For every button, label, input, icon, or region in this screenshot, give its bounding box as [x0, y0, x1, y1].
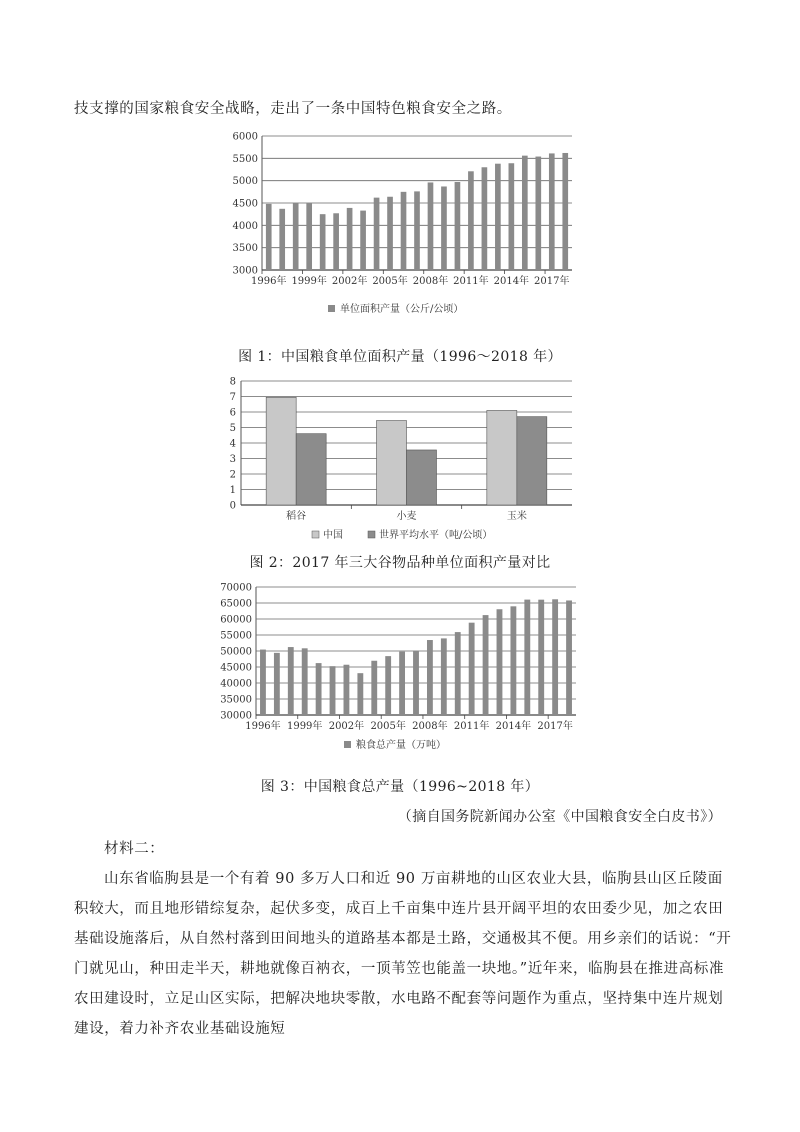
- fig3-bar: [483, 615, 489, 715]
- fig1-x-tick: 2002年: [331, 276, 368, 287]
- fig2-x-tick: 稻谷: [286, 511, 307, 522]
- fig2-y-tick: 3: [229, 454, 236, 465]
- fig1-legend-label: 单位面积产量（公斤/公顷）: [340, 304, 464, 315]
- fig2-y-tick: 4: [229, 438, 236, 450]
- fig1-bar: [360, 211, 366, 270]
- fig2-y-tick: 2: [229, 469, 236, 481]
- fig1-bar: [347, 208, 353, 270]
- fig3-bar: [260, 650, 266, 715]
- fig1-bar: [306, 203, 312, 270]
- fig3-bar: [302, 648, 308, 715]
- fig2-y-tick: 5: [229, 423, 236, 434]
- fig3-bar: [427, 640, 433, 715]
- fig1-y-tick: 5000: [232, 176, 258, 188]
- fig3-y-tick: 40000: [220, 678, 252, 690]
- fig3-x-tick: 1999年: [286, 721, 323, 732]
- fig3-bar: [288, 647, 294, 715]
- fig3-bar: [385, 656, 391, 715]
- fig1-y-tick: 3500: [232, 243, 258, 255]
- fig1-x-tick: 2008年: [412, 276, 449, 287]
- fig2-bar: [407, 450, 437, 505]
- material-body: 山东省临朐县是一个有着 90 多万人口和近 90 万亩耕地的山区农业大县，临朐县山区丘陵面积较大，而且地形错综复杂，起伏多变，成百上千亩集中连片县开阔平坦的农田委少见，加之农田基础设施落后，从自然村落到田间地头的道路基本都是土路，交通极其不便。用乡亲们的话说：“开门就见山，种田走半天，耕地就像百衲衣，一顶苇笠也能盖一块地。”近年来，临朐县在推进高标准农田建设时，立足山区实际，把解决地块零散，水电路不配套等问题作为重点，坚持集中连片规划建设，着力补齐农业基础设施短: [74, 871, 732, 1037]
- fig3-y-tick: 35000: [220, 694, 252, 706]
- fig1-bar: [549, 153, 555, 270]
- fig2-y-tick: 8: [229, 376, 236, 388]
- fig3-bar: [316, 663, 322, 715]
- fig3-bar: [371, 661, 377, 715]
- intro-line: 技支撑的国家粮食安全战略，走出了一条中国特色粮食安全之路。: [74, 101, 512, 117]
- fig1-bar: [468, 171, 474, 270]
- fig3-bar: [344, 665, 350, 715]
- fig3-y-tick: 60000: [220, 614, 252, 626]
- fig1-x-tick: 2005年: [372, 276, 408, 287]
- fig2-legend-label: 中国: [323, 530, 343, 541]
- fig2-y-tick: 7: [229, 392, 236, 403]
- fig3-x-tick: 2014年: [495, 721, 532, 732]
- fig3-x-tick: 2002年: [328, 721, 365, 732]
- fig1-bar: [401, 192, 407, 270]
- fig3-legend-swatch: [344, 741, 351, 748]
- fig3-bar: [274, 653, 280, 715]
- fig1-bar: [293, 203, 299, 270]
- fig2-bar: [296, 434, 326, 505]
- fig1-bar: [414, 191, 420, 270]
- fig3-y-tick: 65000: [220, 598, 252, 610]
- fig3-bar: [399, 652, 405, 715]
- fig1-y-tick: 6000: [232, 131, 258, 143]
- fig3-bar: [524, 600, 530, 715]
- fig3-bar: [330, 666, 336, 715]
- figure1-caption: 图 1：中国粮食单位面积产量（1996～2018 年）: [238, 349, 562, 365]
- fig3-bar: [552, 599, 558, 715]
- fig1-bar: [428, 182, 434, 270]
- fig3-y-tick: 50000: [220, 646, 252, 658]
- fig1-bar: [562, 153, 568, 270]
- fig3-y-tick: 30000: [220, 710, 252, 722]
- material-title-text: 材料二：: [104, 841, 165, 857]
- fig3-bar: [357, 673, 363, 715]
- fig1-x-tick: 2011年: [453, 276, 489, 287]
- fig1-bar: [387, 197, 393, 270]
- fig1-bar: [279, 209, 285, 270]
- fig1-x-tick: 2017年: [534, 276, 570, 287]
- fig2-x-tick: 小麦: [396, 511, 417, 522]
- fig3-bar: [469, 623, 475, 715]
- fig2-bar: [487, 410, 517, 505]
- fig1-bar: [374, 198, 380, 270]
- fig3-y-tick: 45000: [220, 662, 252, 674]
- fig1-bar: [495, 164, 501, 270]
- fig2-legend-label: 世界平均水平（吨/公顷）: [379, 530, 493, 541]
- fig2-y-tick: 0: [229, 500, 236, 512]
- figure2-caption: 图 2：2017 年三大谷物品种单位面积产量对比: [249, 555, 551, 571]
- figure3-caption: 图 3：中国粮食总产量（1996~2018 年）: [260, 779, 540, 795]
- fig1-bar: [333, 213, 339, 270]
- fig1-x-tick: 1996年: [251, 276, 287, 287]
- fig1-legend-swatch: [328, 305, 335, 312]
- fig2-bar: [517, 417, 547, 505]
- fig3-bar: [538, 600, 544, 715]
- fig1-bar: [266, 204, 272, 270]
- fig3-y-tick: 70000: [220, 582, 252, 594]
- fig1-bar: [455, 182, 461, 270]
- fig1-bar: [522, 156, 528, 270]
- fig2-legend-swatch: [312, 531, 319, 538]
- fig1-x-tick: 2014年: [493, 276, 530, 287]
- material-title: [74, 834, 734, 864]
- fig3-bar: [510, 606, 516, 715]
- fig1-bar: [320, 214, 326, 270]
- fig1-y-tick: 4000: [232, 220, 258, 232]
- fig1-bar: [535, 157, 541, 270]
- fig3-x-tick: 2017年: [537, 721, 573, 732]
- fig1-bar: [441, 186, 447, 270]
- fig1-x-tick: 1999年: [291, 276, 327, 287]
- fig3-x-tick: 2008年: [412, 721, 448, 732]
- fig1-y-tick: 3000: [232, 265, 258, 277]
- fig2-y-tick: 6: [229, 407, 236, 419]
- fig3-bar: [441, 638, 447, 715]
- fig3-legend-label: 粮食总产量（万吨）: [356, 740, 446, 751]
- source-citation: （摘自国务院新闻办公室《中国粮食安全白皮书》）: [397, 809, 722, 825]
- fig1-y-tick: 5500: [232, 153, 258, 165]
- fig2-bar: [377, 421, 407, 505]
- fig2-bar: [266, 397, 296, 505]
- fig3-x-tick: 2005年: [370, 721, 406, 732]
- fig3-bar: [566, 600, 572, 715]
- fig3-bar: [413, 650, 419, 715]
- fig3-bar: [497, 609, 503, 715]
- fig3-y-tick: 55000: [220, 630, 252, 642]
- fig2-legend-swatch: [368, 531, 375, 538]
- fig2-y-tick: 1: [229, 485, 236, 496]
- fig3-bar: [455, 632, 461, 715]
- fig1-bar: [509, 163, 515, 270]
- fig3-x-tick: 1996年: [245, 721, 281, 732]
- fig1-y-tick: 4500: [232, 198, 258, 210]
- fig2-x-tick: 玉米: [506, 511, 527, 522]
- fig1-bar: [482, 167, 488, 270]
- fig3-x-tick: 2011年: [453, 721, 490, 732]
